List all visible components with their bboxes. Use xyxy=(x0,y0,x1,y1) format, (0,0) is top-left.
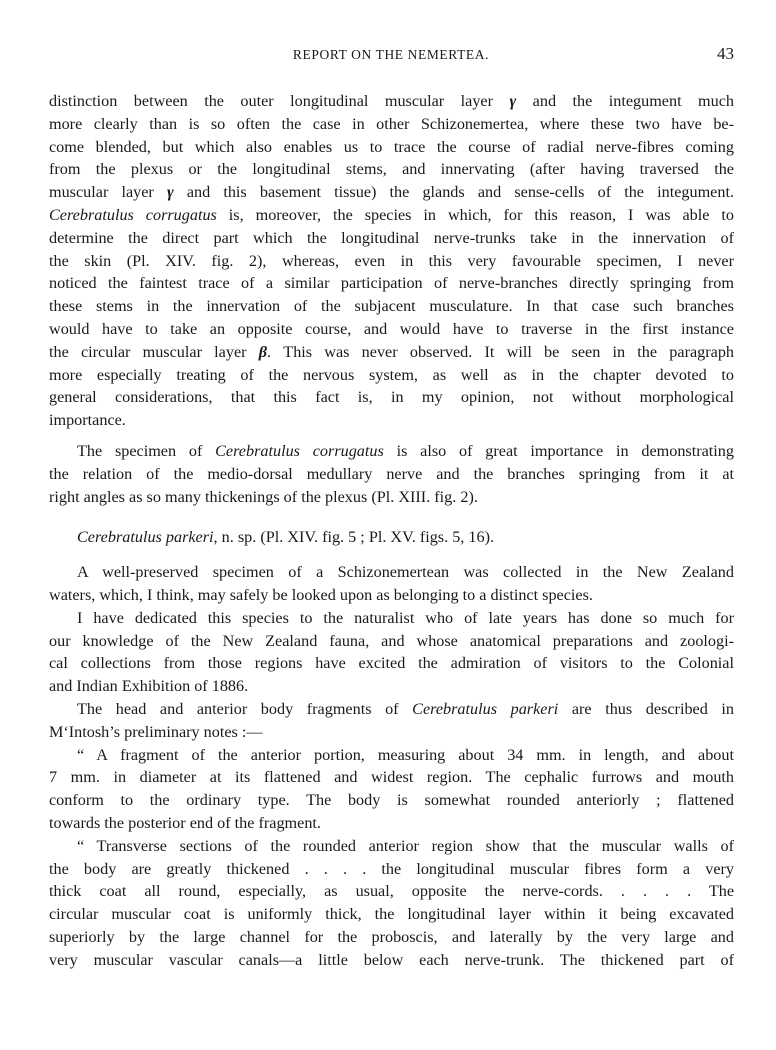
text-line: more clearly than is so often the case in other Schizonemertea, where these two have be- xyxy=(49,114,734,133)
text-line: general considerations, that this fact is, in my opinion, not without morphological xyxy=(49,388,734,407)
greek-symbol: γ xyxy=(509,92,517,110)
text-line: determine the direct part which the longitudinal nerve-trunks take in the innervation of xyxy=(49,228,734,247)
heading-gap xyxy=(49,549,734,561)
heading-gap xyxy=(49,508,734,526)
text-line: very muscular vascular canals—a little below each nerve-trunk. The thickened part of xyxy=(49,950,734,969)
text-line: and Indian Exhibition of 1886. xyxy=(49,677,249,696)
text-line: the relation of the medio-dorsal medullary nerve and the branches springing from it at xyxy=(49,464,734,483)
paragraph xyxy=(49,90,734,432)
quoted-paragraph xyxy=(49,835,734,972)
text-line: cal collections from those regions have excited the admiration of visitors to the Colonial xyxy=(49,654,734,673)
page-number: 43 xyxy=(717,44,734,63)
text-line: Cerebratulus corrugatus is, moreover, the species in which, for this reason, I was able to xyxy=(49,205,734,224)
text-line: from the plexus or the longitudinal stems, and innervating (after having traversed the xyxy=(49,160,734,179)
text-line: towards the posterior end of the fragment. xyxy=(49,813,321,832)
species-name: Cerebratulus parkeri xyxy=(412,699,559,718)
text-line: The head and anterior body fragments of Cerebratulus parkeri are thus described in xyxy=(77,699,734,718)
text-line: waters, which, I think, may safely be looked upon as belonging to a distinct species. xyxy=(49,585,593,604)
text-line: the body are greatly thickened . . . . the longitudinal muscular fibres form a very xyxy=(49,859,734,878)
text-line: would have to take an opposite course, and would have to traverse in the first instance xyxy=(49,319,734,338)
text-line: superiorly by the large channel for the proboscis, and laterally by the very large and xyxy=(49,927,734,946)
text-line: muscular layer γ and this basement tissue) the glands and sense-cells of the integument. xyxy=(49,183,734,202)
text-line: our knowledge of the New Zealand fauna, and whose anatomical preparations and zoologi- xyxy=(49,631,734,650)
text-line: noticed the faintest trace of a similar participation of nerve-branches directly springing from xyxy=(49,274,734,293)
text-line: come blended, but which also enables us to trace the course of radial nerve-fibres coming xyxy=(49,137,734,156)
text-line: thick coat all round, especially, as usual, opposite the nerve-cords. . . . . The xyxy=(49,882,734,901)
body-text xyxy=(49,90,734,971)
running-title: REPORT ON THE NEMERTEA. xyxy=(292,47,490,62)
text-line: “ Transverse sections of the rounded anterior region show that the muscular walls of xyxy=(77,836,734,855)
text-line: 7 mm. in diameter at its flattened and widest region. The cephalic furrows and mouth xyxy=(49,768,734,787)
text-line: the circular muscular layer β. This was never observed. It will be seen in the paragraph xyxy=(49,342,734,361)
text-line: conform to the ordinary type. The body is somewhat rounded anteriorly ; flattened xyxy=(49,791,734,810)
text-line: right angles as so many thickenings of the plexus (Pl. XIII. fig. 2). xyxy=(49,487,478,506)
species-name: Cerebratulus corrugatus xyxy=(49,205,217,224)
text-line: importance. xyxy=(49,411,126,430)
text-line: A well-preserved specimen of a Schizonemertean was collected in the New Zealand xyxy=(77,563,734,582)
greek-symbol: γ xyxy=(166,183,174,202)
running-head xyxy=(48,46,734,66)
paragraph-gap xyxy=(49,432,734,440)
species-name: Cerebratulus parkeri xyxy=(77,528,214,547)
paragraph xyxy=(49,698,734,744)
text-line: more especially treating of the nervous system, as well as in the chapter devoted to xyxy=(49,365,734,384)
greek-symbol: β xyxy=(258,342,268,361)
text-line: circular muscular coat is uniformly thick, the longitudinal layer within it being excavated xyxy=(49,905,734,924)
text-line: The specimen of Cerebratulus corrugatus is also of great importance in demonstrating xyxy=(77,441,734,460)
text-line: “ A fragment of the anterior portion, measuring about 34 mm. in length, and about xyxy=(77,745,734,764)
paragraph xyxy=(49,561,734,607)
section-heading xyxy=(49,526,734,549)
paragraph xyxy=(49,440,734,508)
text-line: I have dedicated this species to the naturalist who of late years has done so much for xyxy=(77,608,734,627)
species-name: Cerebratulus corrugatus xyxy=(215,441,384,460)
heading-reference: , n. sp. (Pl. XIV. fig. 5 ; Pl. XV. figs. 5, 16). xyxy=(213,528,495,547)
paragraph xyxy=(49,607,734,698)
text-line: M‘Intosh’s preliminary notes :— xyxy=(49,722,263,741)
text-line: the skin (Pl. XIV. fig. 2), whereas, even in this very favourable specimen, I never xyxy=(49,251,734,270)
text-line: these stems in the innervation of the subjacent musculature. In that case such branches xyxy=(49,297,734,316)
text-line: distinction between the outer longitudinal muscular layer γ and the integument much xyxy=(49,92,734,110)
quoted-paragraph xyxy=(49,744,734,835)
